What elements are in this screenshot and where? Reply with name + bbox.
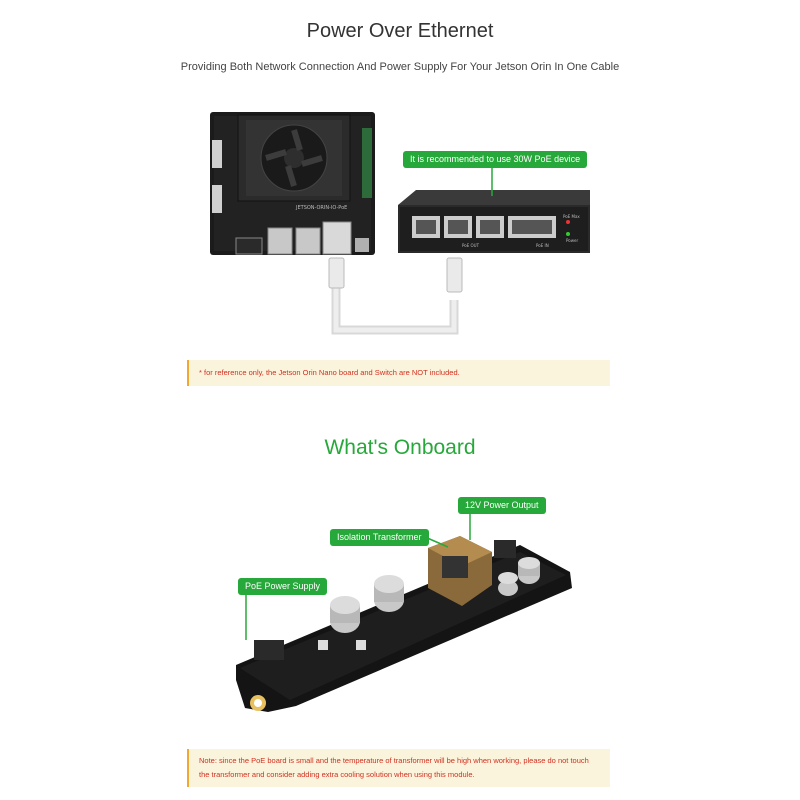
supply-callout: PoE Power Supply bbox=[238, 578, 327, 595]
transformer-callout: Isolation Transformer bbox=[330, 529, 429, 546]
onboard-title: What's Onboard bbox=[324, 436, 476, 459]
switch-max-label: PoE Max bbox=[563, 214, 580, 219]
ethernet-cable-image bbox=[329, 258, 462, 330]
switch-in-label: PoE IN bbox=[536, 243, 549, 248]
output-callout: 12V Power Output bbox=[458, 497, 546, 514]
poe-subtitle: Providing Both Network Connection And Power Supply For Your Jetson Orin In One Cable bbox=[180, 61, 620, 73]
switch-callout: It is recommended to use 30W PoE device bbox=[403, 151, 587, 168]
jetson-board-image bbox=[210, 112, 375, 255]
reference-note: * for reference only, the Jetson Orin Nano board and Switch are NOT included. bbox=[187, 360, 610, 386]
poe-switch-image bbox=[398, 190, 590, 253]
cooling-note: Note: since the PoE board is small and the temperature of transformer will be high when working, please do not touch the transformer and consider adding extra cooling solution when using this module. bbox=[187, 749, 610, 787]
poe-title: Power Over Ethernet bbox=[306, 20, 494, 42]
poe-board-image bbox=[236, 536, 572, 712]
svg-text:JETSON-ORIN-IO-PoE: JETSON-ORIN-IO-PoE bbox=[296, 205, 348, 211]
switch-power-label: Power bbox=[566, 238, 579, 243]
switch-port-label: PoE OUT bbox=[462, 243, 480, 248]
